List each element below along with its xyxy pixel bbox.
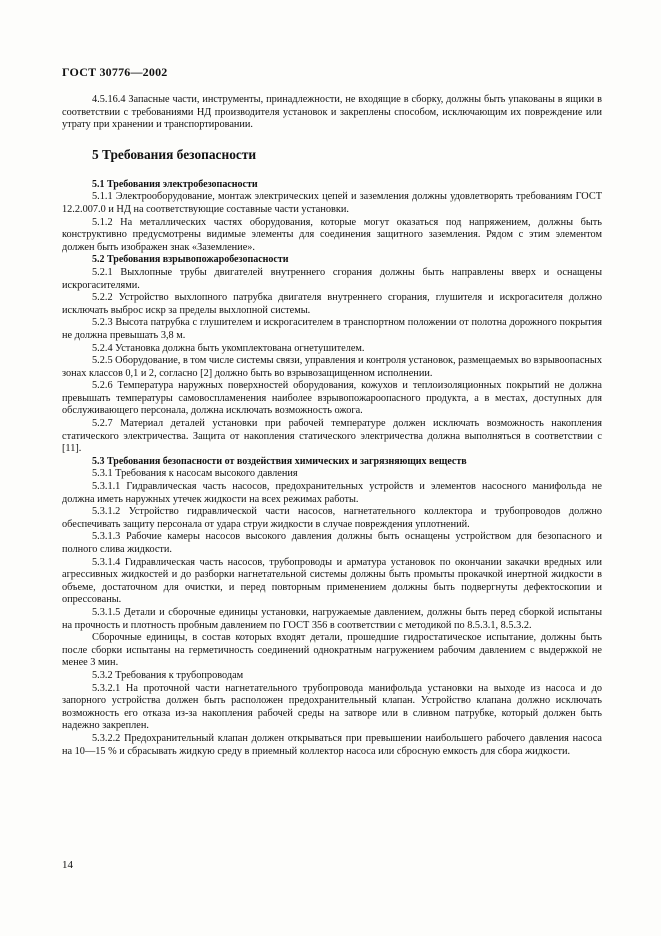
paragraph-5-2-4: 5.2.4 Установка должна быть укомплектована огнетушителем. [92,342,365,354]
paragraph-5-1-1: 5.1.1 Электрооборудование, монтаж электрических цепей и заземления должны удовлетворять требованиям ГОСТ 12.2.007.0 и НД на соответствующие составные части установки. [62,191,602,215]
paragraph-4-5-16-4: 4.5.16.4 Запасные части, инструменты, принадлежности, не входящие в сборку, должны быть упакованы в ящики в соответствии с требованиями НД производителя установок и закреплены способом, исключающим их повреждение или утрату при хранении и транспортировании. [62,94,602,131]
paragraph-5-2-3: 5.2.3 Высота патрубка с глушителем и искрогасителем в транспортном положении от полотна дорожного покрытия не должна превышать 3,8 м. [62,317,602,341]
paragraph-5-3-2: 5.3.2 Требования к трубопроводам [92,669,244,681]
paragraph-5-3-1-3: 5.3.1.3 Рабочие камеры насосов высокого давления должны быть оснащены устройством для безопасного и полного слива жидкости. [62,531,602,555]
subheading-5-1: 5.1 Требования электробезопасности [92,178,258,190]
paragraph-5-3-1: 5.3.1 Требования к насосам высокого давления [92,468,298,480]
paragraph-5-3-1-4: 5.3.1.4 Гидравлическая часть насосов, трубопроводы и арматура установок по окончании закачки вредных или агрессивных жидкостей и до разборки нагнетательной системы должны быть промыты прокачкой инертной жидкости в объеме, достаточном для очистки, и перед повторным применением должны быть подвергнуты дефектоскопии и опрессованы. [62,556,602,606]
document-header: ГОСТ 30776—2002 [62,65,168,79]
page-number: 14 [62,859,73,871]
subheading-5-2: 5.2 Требования взрывопожаробезопасности [92,254,289,266]
subheading-5-3: 5.3 Требования безопасности от воздействия химических и загрязняющих веществ [92,455,467,467]
paragraph-5-3-2-2: 5.3.2.2 Предохранительный клапан должен открываться при превышении наибольшего рабочего давления насоса на 10—15 % и сбрасывать жидкую среду в приемный коллектор насоса или сбросную емкость для сбора жидкости. [62,732,602,757]
document-body [62,94,602,758]
section-title: 5 Требования безопасности [92,146,257,162]
paragraph-5-3-1-5: 5.3.1.5 Детали и сборочные единицы установки, нагружаемые давлением, должны быть перед сборкой испытаны на прочность и плотность пробным давлением по ГОСТ 356 в соответствии с методикой по 8.5.3.1, 8.5.3.2. [62,606,602,631]
paragraph-assembly-units: Сборочные единицы, в состав которых входят детали, прошедшие гидростатическое испытание, должны быть после сборки испытаны на герметичность соединений однократным нагружением рабочим давлением с выдержкой не менее 3 мин. [62,632,602,669]
paragraph-5-2-6: 5.2.6 Температура наружных поверхностей оборудования, кожухов и теплоизоляционных покрытий не должна превышать температуры самовоспламенения наиболее взрывопожароопасного продукта, а в местах, доступных для обслуживающего персонала, должна исключать возможность ожога. [62,380,602,417]
paragraph-5-3-1-1: 5.3.1.1 Гидравлическая часть насосов, предохранительных устройств и элементов насосного манифольда не должна иметь наружных утечек жидкости на всех режимах работы. [62,481,602,505]
paragraph-5-1-2: 5.1.2 На металлических частях оборудования, которые могут оказаться под напряжением, должны быть конструктивно предусмотрены видимые элементы для соединения защитного заземления. Рядом с этим элементом должен быть изображен знак «Заземление». [62,216,602,253]
paragraph-5-2-2: 5.2.2 Устройство выхлопного патрубка двигателя внутреннего сгорания, глушителя и искрогасителя должно исключать выброс искр за пределы выхлопной системы. [62,292,602,316]
paragraph-5-3-1-2: 5.3.1.2 Устройство гидравлической части насосов, нагнетательного коллектора и трубопроводов должно обеспечивать защиту персонала от удара струи жидкости в случае повреждения уплотнений. [62,506,602,530]
paragraph-5-2-7: 5.2.7 Материал деталей установки при рабочей температуре должен исключать возможность накопления статического электричества. Защита от накопления статического электричества должна выполняться в соответствии с [11]. [62,418,602,455]
paragraph-5-2-5: 5.2.5 Оборудование, в том числе системы связи, управления и контроля установок, размещаемых во взрывоопасных зонах классов 0,1 и 2, согласно [2] должно быть во взрывозащищенном исполнении. [62,355,602,379]
paragraph-5-2-1: 5.2.1 Выхлопные трубы двигателей внутреннего сгорания должны быть направлены вверх и оснащены искрогасителями. [62,266,602,291]
paragraph-5-3-2-1: 5.3.2.1 На проточной части нагнетательного трубопровода манифольда установки на выходе из насоса и до запорного устройства должен быть расположен предохранительный клапан. Устройство клапана должно исключать возможность его отказа из-за накопления рабочей среды на затворе или в сливном патрубке, который должен быть надежно закреплен. [62,682,602,732]
